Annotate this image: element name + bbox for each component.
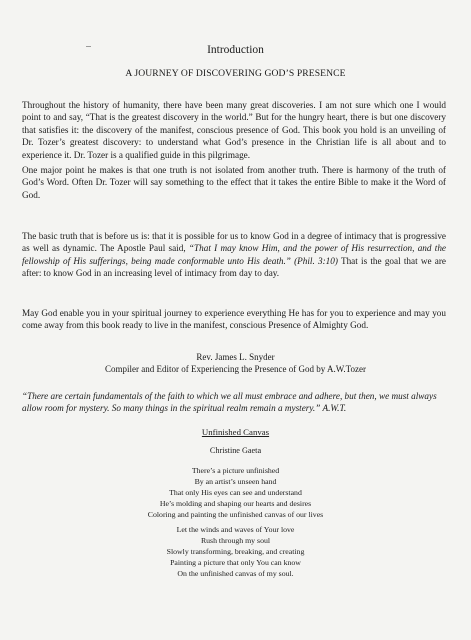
tozer-quote: “There are certain fundamentals of the faith to which we all must embrace and adhere, but then, we must always allow room for mystery. So many things in the spiritual realm remain a mystery.” A.W.T. — [22, 391, 437, 414]
scripture-quote: “That I may know Him, and the power of His resurrection, and the fellowship of His sufferings, being made conformable unto His death.” (Phil. 3:10) — [22, 243, 446, 266]
paragraph-3-text: The basic truth that is before us is: that it is possible for us to know God in a degree of intimacy that is progressive as well as dynamic. The Apostle Paul said, — [22, 231, 446, 254]
poem-title-text: Unfinished Canvas — [201, 427, 270, 437]
poem-line: Let the winds and waves of Your love — [176, 525, 295, 534]
page-title: Introduction — [207, 44, 264, 56]
poem-stanza-1 — [0, 465, 471, 520]
signature-name: Rev. James L. Snyder — [196, 352, 275, 362]
paragraph-3-conclusion: That is the goal that we are after: to know God in an increasing level of intimacy from day to day. — [22, 255, 447, 279]
page-subtitle: A JOURNEY OF DISCOVERING GOD’S PRESENCE — [125, 68, 346, 79]
poem-author: Christine Gaeta — [209, 446, 262, 455]
poem-line: By an artist’s unseen hand — [194, 477, 277, 486]
poem-line: Rush through my soul — [200, 536, 271, 545]
intro-paragraph-1: Throughout the history of humanity, there have been many great discoveries. I am not sure which one I would point to and say, “That is the greatest discovery in the world.” But for the hungry heart, there is but one discovery that satisfies it: the discovery of the manifest, conscious presence of God. This book you hold is an unveiling of Dr. Tozer’s greatest discovery: to understand what God’s presence in the Christian life is all about and to experience it. Dr. Tozer is a qualified guide in this pilgrimage. — [22, 100, 446, 160]
poem-line: Coloring and painting the unfinished canvas of our lives — [147, 510, 324, 519]
poem-line: On the unfinished canvas of my soul. — [177, 569, 294, 578]
poem-line: He’s molding and shaping our hearts and desires — [159, 499, 312, 508]
poem-line: That only His eyes can see and understand — [169, 488, 302, 497]
intro-paragraph-2: One major point he makes is that one truth is not isolated from another truth. There is harmony of the truth of God’s Word. Often Dr. Tozer will say something to the effect that it takes the entire Bible to make it the Word of God. — [22, 165, 446, 200]
poem-line: Slowly transforming, breaking, and creating — [166, 547, 305, 556]
poem-title — [0, 427, 471, 437]
intro-paragraph-4: May God enable you in your spiritual journey to experience everything He has for you to experience and may you come away from this book ready to live in the manifest, conscious Presence of Almighty God. — [22, 308, 446, 331]
poem-line: There’s a picture unfinished — [191, 466, 280, 475]
intro-paragraph-3 — [22, 230, 446, 280]
poem-stanza-2 — [0, 524, 471, 579]
signature-role: Compiler and Editor of Experiencing the Presence of God by A.W.Tozer — [105, 364, 366, 374]
poem-line: Painting a picture that only You can know — [170, 558, 301, 567]
